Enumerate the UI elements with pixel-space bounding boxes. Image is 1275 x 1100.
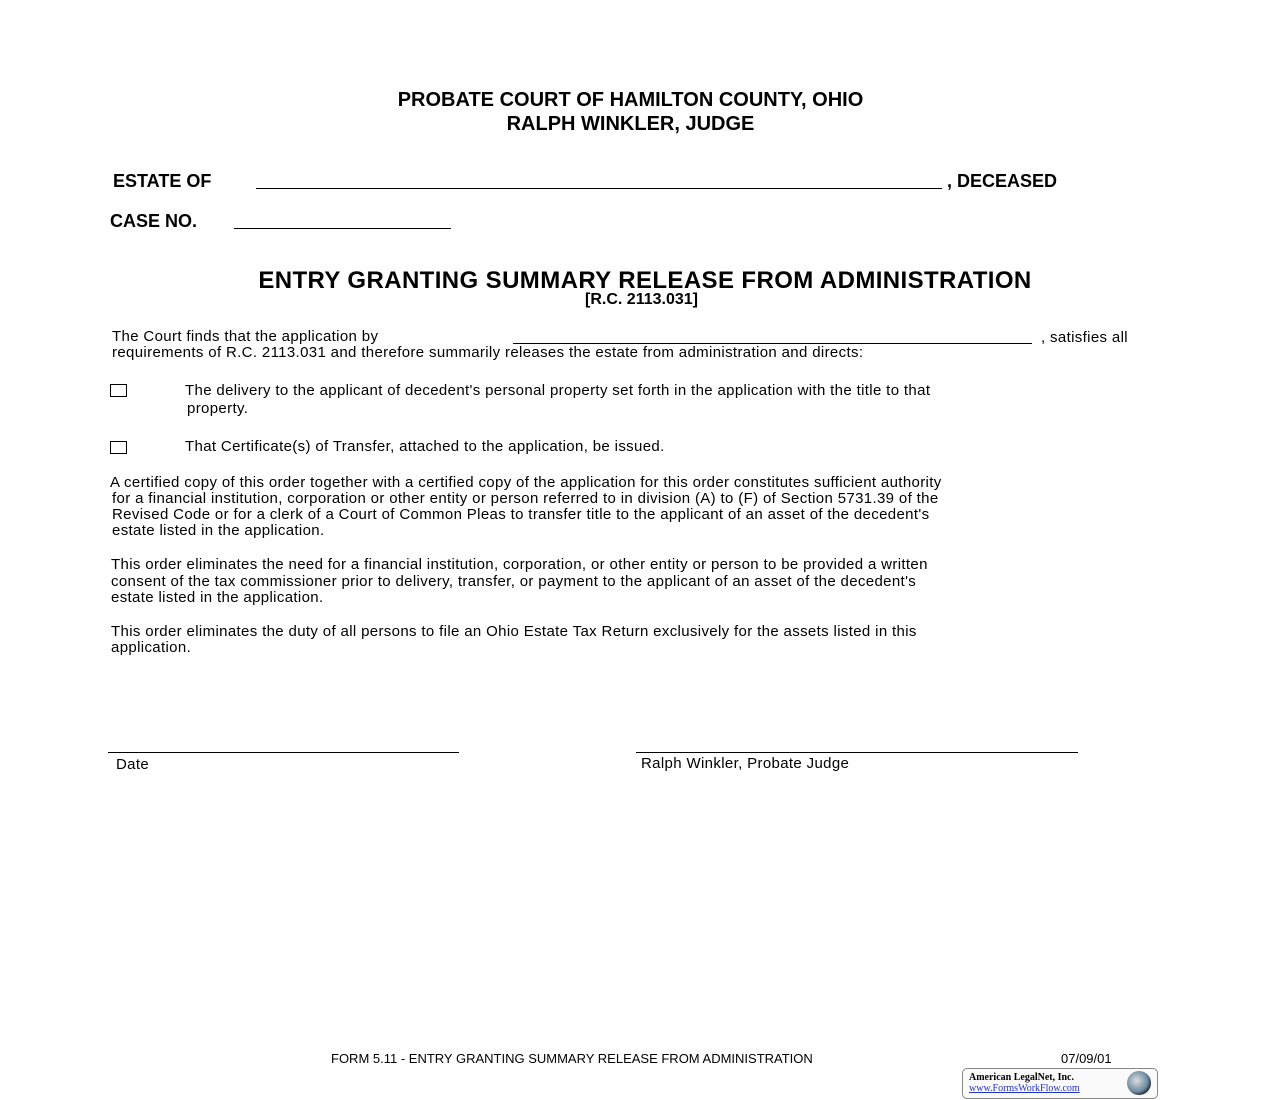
deceased-label: , DECEASED bbox=[947, 171, 1058, 191]
document-title: ENTRY GRANTING SUMMARY RELEASE FROM ADMINISTRATION bbox=[258, 267, 1032, 294]
logo-name: American LegalNet, Inc. bbox=[969, 1072, 1074, 1083]
intro-text-line2: requirements of R.C. 2113.031 and therefore summarily releases the estate from administration and directs: bbox=[112, 344, 864, 361]
paragraph-line: application. bbox=[111, 639, 192, 656]
globe-icon bbox=[1127, 1071, 1151, 1095]
estate-name-field[interactable] bbox=[256, 188, 942, 189]
judge-signature-line[interactable] bbox=[636, 752, 1078, 753]
american-legalnet-logo[interactable] bbox=[962, 1068, 1158, 1099]
paragraph-line: A certified copy of this order together with a certified copy of the application for this order constitutes sufficient authority bbox=[110, 474, 942, 491]
paragraph-line: This order eliminates the duty of all persons to file an Ohio Estate Tax Return exclusively for the assets listed in this bbox=[111, 623, 917, 640]
paragraph-line: for a financial institution, corporation or other entity or person referred to in division (A) to (F) of Section 5731.39 of the bbox=[112, 490, 939, 507]
paragraph-line: Revised Code or for a clerk of a Court of Common Pleas to transfer title to the applicant of an asset of the decedent's bbox=[112, 506, 930, 523]
case-number-field[interactable] bbox=[234, 228, 451, 229]
statute-reference: [R.C. 2113.031] bbox=[585, 291, 698, 308]
paragraph-line: This order eliminates the need for a financial institution, corporation, or other entity or person to be provided a written bbox=[111, 556, 928, 573]
paragraph-line: estate listed in the application. bbox=[112, 522, 325, 539]
delivery-checkbox[interactable] bbox=[110, 384, 127, 397]
logo-url[interactable]: www.FormsWorkFlow.com bbox=[969, 1083, 1080, 1094]
paragraph-line: consent of the tax commissioner prior to delivery, transfer, or payment to the applicant of an asset of the decedent's bbox=[111, 573, 917, 590]
intro-text: The Court finds that the application by bbox=[112, 328, 379, 345]
judge-name: RALPH WINKLER, JUDGE bbox=[506, 113, 755, 135]
form-footer: FORM 5.11 - ENTRY GRANTING SUMMARY RELEASE FROM ADMINISTRATION bbox=[331, 1051, 813, 1066]
case-label: CASE NO. bbox=[110, 211, 198, 231]
court-name: PROBATE COURT OF HAMILTON COUNTY, OHIO bbox=[397, 89, 864, 111]
estate-label: ESTATE OF bbox=[113, 171, 212, 191]
intro-text-cont: , satisfies all bbox=[1041, 329, 1128, 346]
paragraph-line: estate listed in the application. bbox=[111, 589, 324, 606]
option-text: property. bbox=[187, 400, 249, 417]
option-text: The delivery to the applicant of decedent's personal property set forth in the application with the title to that bbox=[185, 382, 931, 399]
option-text: That Certificate(s) of Transfer, attached to the application, be issued. bbox=[185, 438, 665, 455]
certificate-checkbox[interactable] bbox=[110, 441, 127, 454]
date-label: Date bbox=[116, 756, 150, 773]
date-signature-line[interactable] bbox=[108, 752, 459, 753]
form-date: 07/09/01 bbox=[1061, 1051, 1112, 1066]
judge-signature-label: Ralph Winkler, Probate Judge bbox=[641, 755, 850, 772]
